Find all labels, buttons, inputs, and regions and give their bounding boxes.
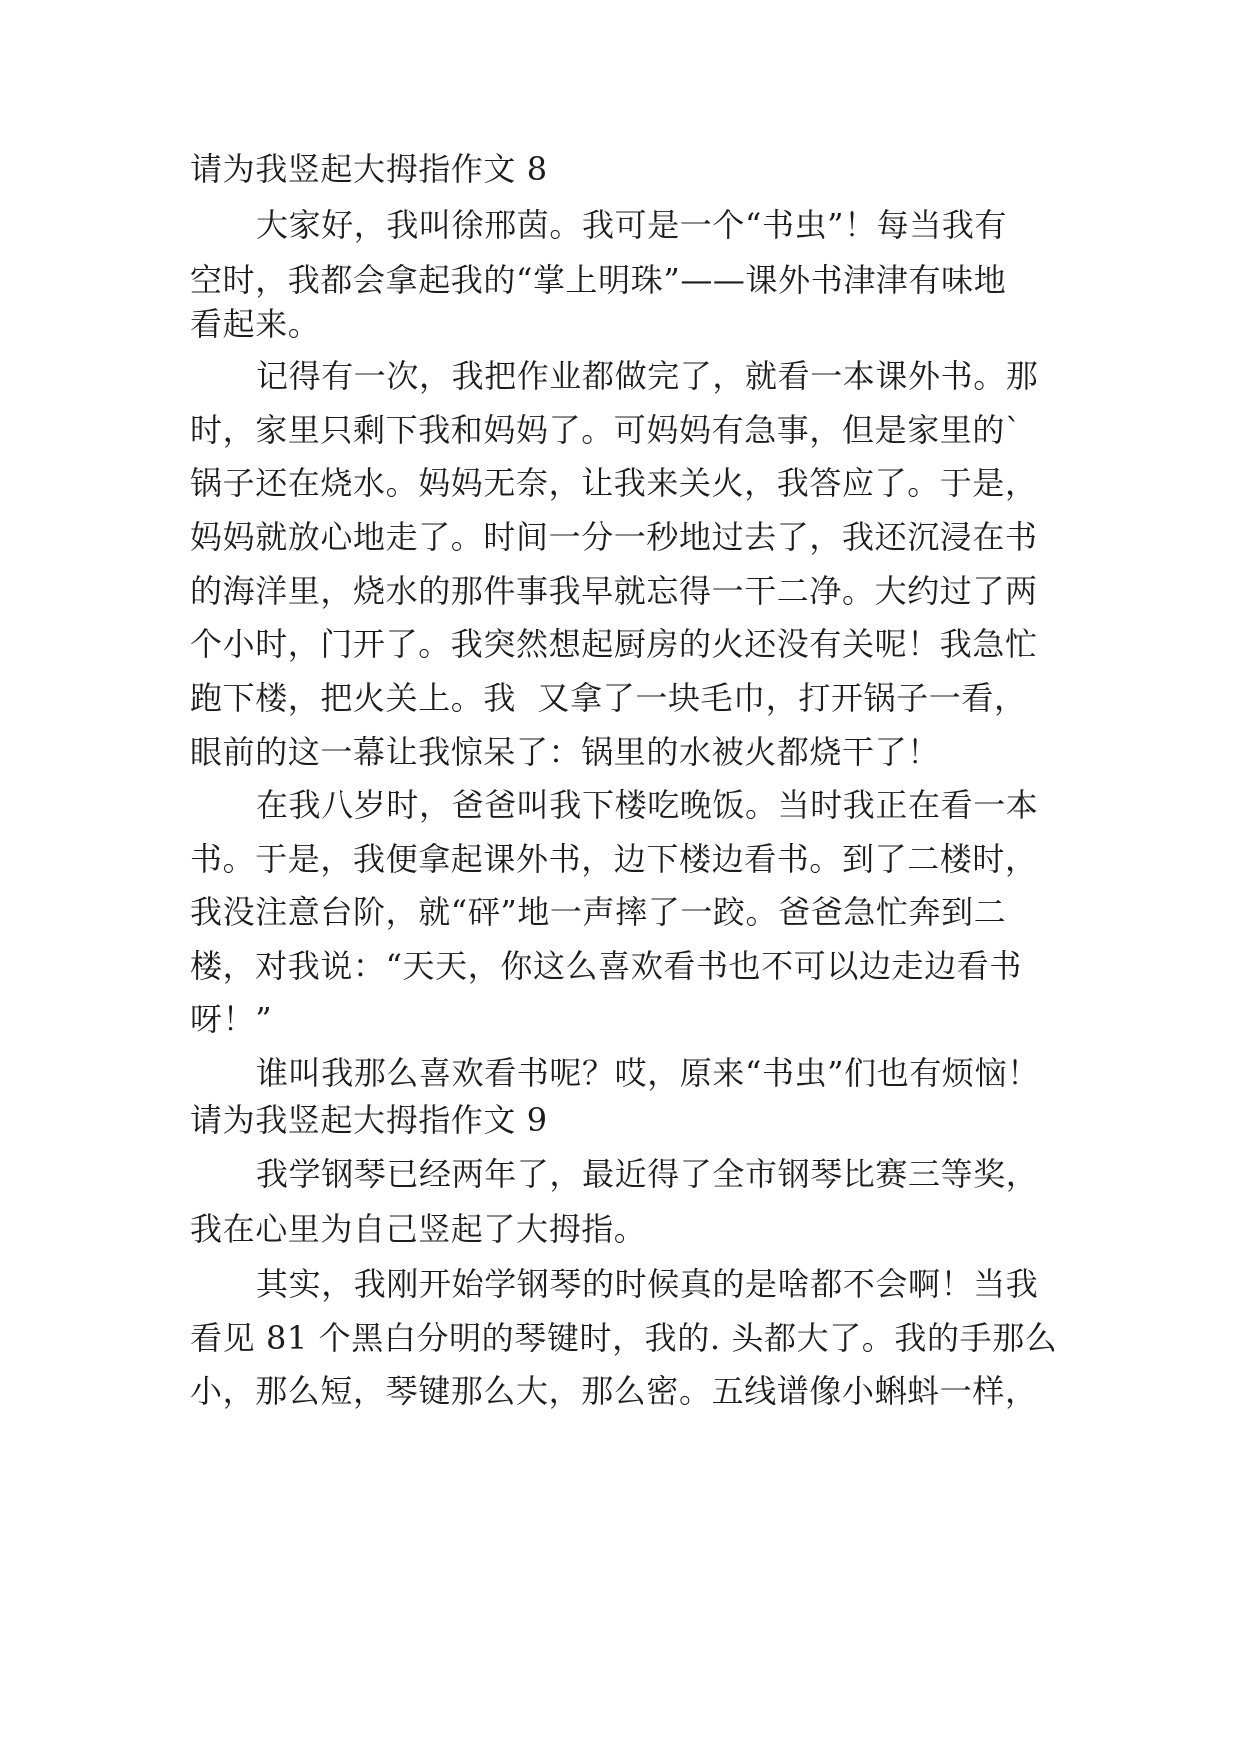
essay-9-line: 小，那么短，琴键那么大，那么密。五线谱像小蝌蚪一样， <box>190 1372 1038 1410</box>
essay-9-line: 其实，我刚开始学钢琴的时候真的是啥都不会啊！当我 <box>256 1265 1039 1303</box>
essay-8-line: 跑下楼，把火关上。我 又拿了一块毛巾，打开锅子一看， <box>190 679 1027 717</box>
essay-8-line: 谁叫我那么喜欢看书呢？哎，原来“书虫”们也有烦恼！ <box>256 1054 1040 1092</box>
essay-8-line: 空时，我都会拿起我的“掌上明珠”——课外书津津有味地 <box>190 261 1007 299</box>
essay-8-line: 妈妈就放心地走了。时间一分一秒地过去了，我还沉浸在书 <box>190 518 1038 556</box>
essay-9-title: 请为我竖起大拇指作文 9 <box>190 1101 548 1139</box>
essay-8-line: 时，家里只剩下我和妈妈了。可妈妈有急事，但是家里的` <box>190 411 1022 449</box>
essay-8-line: 记得有一次，我把作业都做完了，就看一本课外书。那 <box>256 357 1039 395</box>
essay-8-line: 呀！” <box>190 1000 273 1038</box>
essay-8-line: 书。于是，我便拿起课外书，边下楼边看书。到了二楼时， <box>190 840 1038 878</box>
essay-9-line: 我学钢琴已经两年了，最近得了全市钢琴比赛三等奖， <box>256 1155 1039 1193</box>
essay-9-line: 看见 81 个黑白分明的琴键时，我的. 头都大了。我的手那么 <box>190 1319 1058 1357</box>
essay-9-line: 我在心里为自己竖起了大拇指。 <box>190 1210 647 1248</box>
essay-8-line: 个小时，门开了。我突然想起厨房的火还没有关呢！我急忙 <box>190 625 1038 663</box>
essay-8-line: 我没注意台阶，就“砰”地一声摔了一跤。爸爸急忙奔到二 <box>190 893 1007 931</box>
essay-8-line: 楼，对我说：“天天，你这么喜欢看书也不可以边走边看书 <box>190 947 1022 985</box>
essay-8-title: 请为我竖起大拇指作文 8 <box>190 150 548 188</box>
essay-8-line: 的海洋里，烧水的那件事我早就忘得一干二净。大约过了两 <box>190 572 1038 610</box>
essay-8-line: 锅子还在烧水。妈妈无奈，让我来关火，我答应了。于是， <box>190 464 1038 502</box>
essay-8-line: 眼前的这一幕让我惊呆了：锅里的水被火都烧干了！ <box>190 733 940 771</box>
essay-8-line: 大家好，我叫徐邢茵。我可是一个“书虫”！每当我有 <box>256 206 1008 244</box>
essay-8-line: 在我八岁时，爸爸叫我下楼吃晚饭。当时我正在看一本 <box>256 786 1039 824</box>
essay-8-line: 看起来。 <box>190 305 321 343</box>
